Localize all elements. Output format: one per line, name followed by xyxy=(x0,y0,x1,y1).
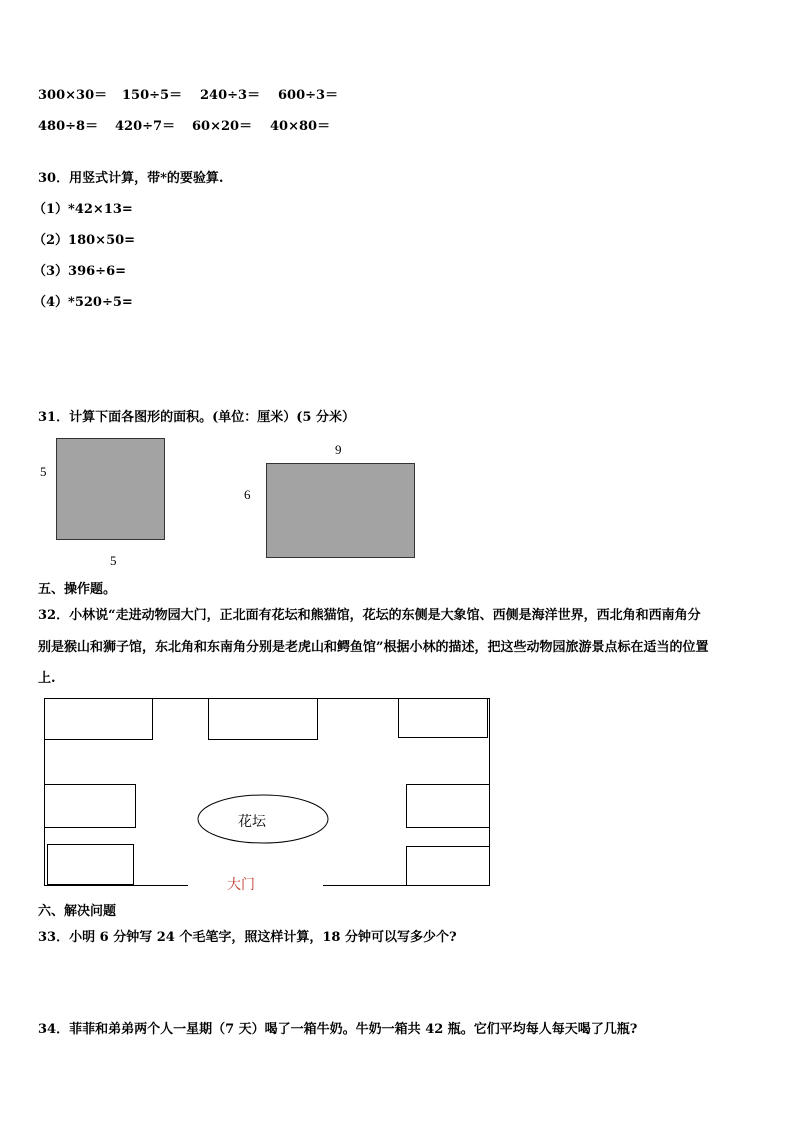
q30-title: 30．用竖式计算，带*的要验算. xyxy=(38,171,224,186)
q30-item-2: （2）180×50= xyxy=(33,233,136,248)
q30-item-1: （1）*42×13= xyxy=(33,202,133,217)
oral-item: 600÷3＝ xyxy=(278,88,339,103)
q34-text: 34．菲菲和弟弟两个人一星期（7 天）喝了一箱牛奶。牛奶一箱共 42 瓶。它们平均每人每天喝了几瓶? xyxy=(38,1022,638,1037)
map-box-east[interactable] xyxy=(406,784,490,828)
oral-item: 40×80＝ xyxy=(270,119,331,134)
map-bottom-wall-left xyxy=(44,885,188,886)
rect-top-label: 9 xyxy=(335,442,342,457)
flower-bed-label: 花坛 xyxy=(238,814,266,830)
map-box-southwest[interactable] xyxy=(47,844,134,885)
q30-item-3: （3）396÷6= xyxy=(33,264,127,279)
oral-item: 150÷5＝ xyxy=(122,88,183,103)
map-box-northwest[interactable] xyxy=(44,698,153,740)
map-box-northeast[interactable] xyxy=(398,698,488,738)
map-box-north[interactable] xyxy=(208,698,318,740)
square-figure xyxy=(56,438,165,540)
q31-title: 31．计算下面各图形的面积。(单位：厘米）(5 分米） xyxy=(38,410,355,425)
oral-item: 240÷3＝ xyxy=(200,88,261,103)
square-left-label: 5 xyxy=(40,464,47,479)
q32-line-1: 32．小林说“走进动物园大门，正北面有花坛和熊猫馆，花坛的东侧是大象馆、西侧是海洋世界，西北角和西南角分 xyxy=(38,608,701,623)
map-box-southeast[interactable] xyxy=(406,846,490,886)
rectangle-figure xyxy=(266,463,415,558)
oral-item: 60×20＝ xyxy=(192,119,253,134)
square-bottom-label: 5 xyxy=(110,553,117,568)
oral-item: 480÷8＝ xyxy=(38,119,99,134)
rect-left-label: 6 xyxy=(244,487,251,502)
section-5-title: 五、操作题。 xyxy=(38,582,117,597)
map-box-west[interactable] xyxy=(44,784,136,828)
q33-text: 33．小明 6 分钟写 24 个毛笔字，照这样计算，18 分钟可以写多少个? xyxy=(38,930,457,945)
q32-line-3: 上. xyxy=(38,671,56,686)
q30-item-4: （4）*520÷5= xyxy=(33,295,133,310)
q32-line-2: 别是猴山和狮子馆，东北角和东南角分别是老虎山和鳄鱼馆”根据小林的描述，把这些动物园旅游景点标在适当的位置 xyxy=(38,640,709,655)
oral-item: 420÷7＝ xyxy=(115,119,176,134)
gate-label: 大门 xyxy=(227,877,255,893)
section-6-title: 六、解决问题 xyxy=(38,904,117,919)
oral-item: 300×30＝ xyxy=(38,88,108,103)
